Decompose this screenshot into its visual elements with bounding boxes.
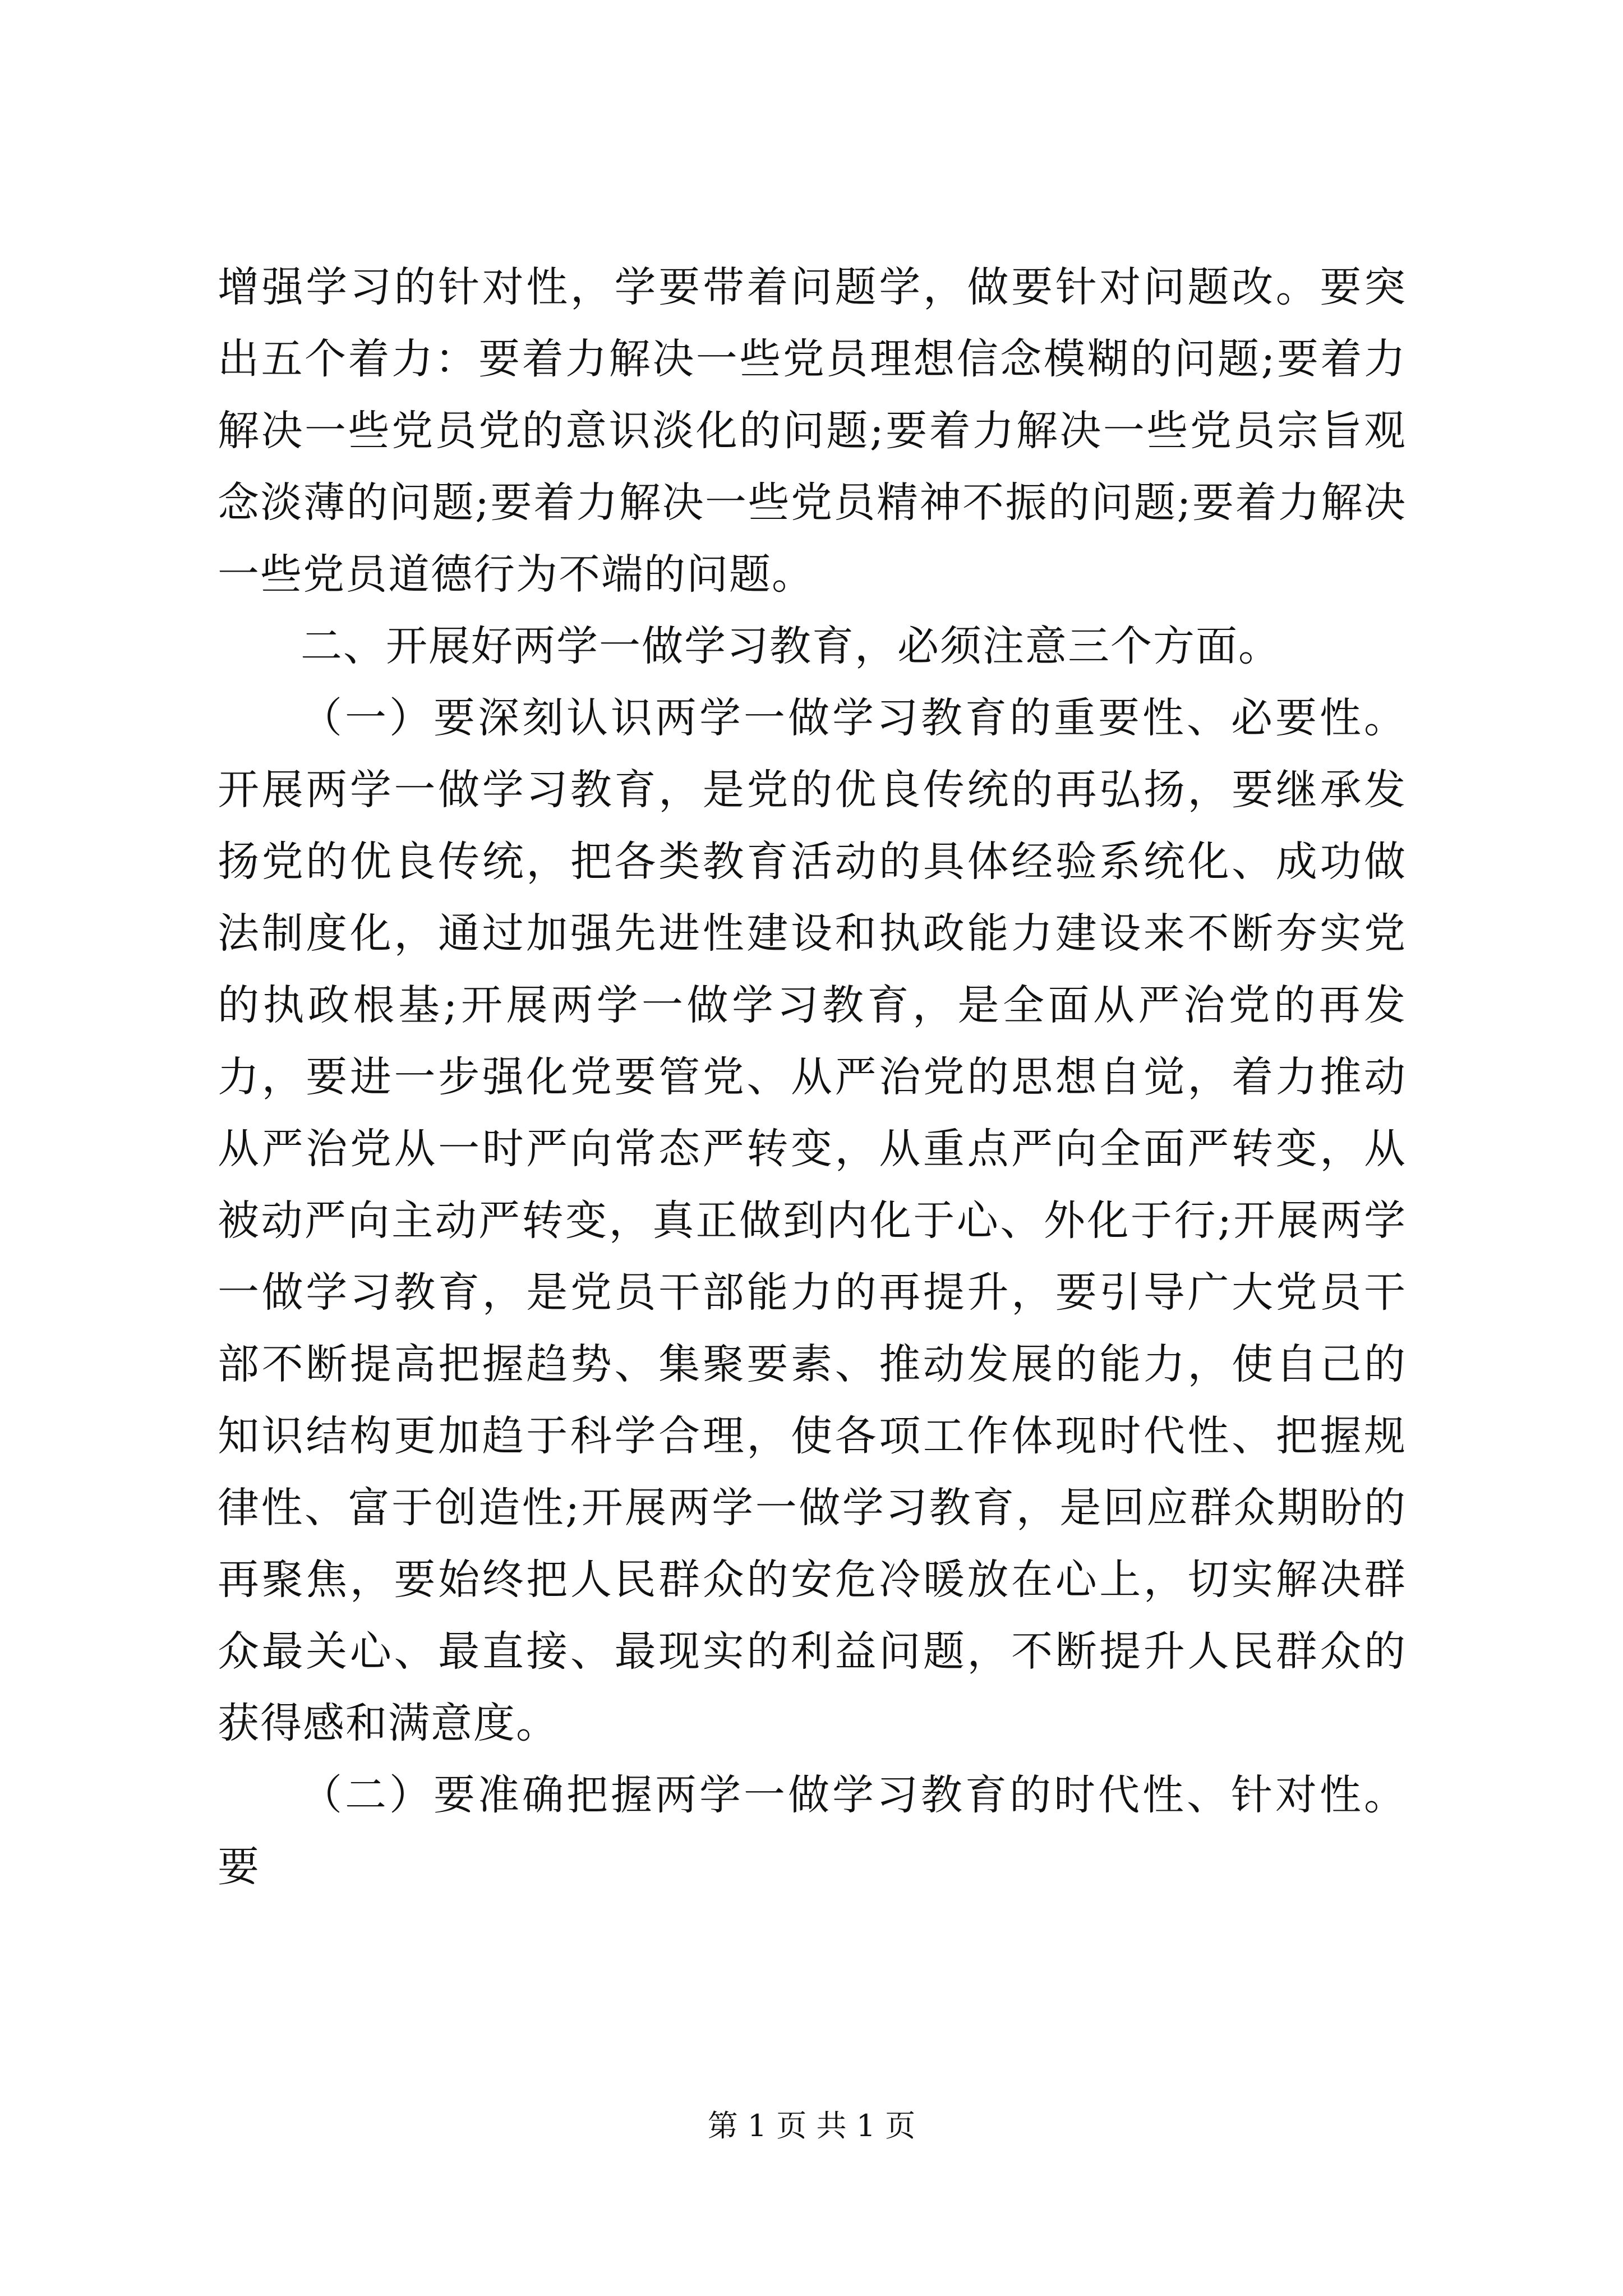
section-heading-two: 二、开展好两学一做学习教育，必须注意三个方面。: [301, 622, 1281, 670]
paragraph-point-one: （一）要深刻认识两学一做学习教育的重要性、必要性。开展两学一做学习教育，是党的优良传统的再弘扬，要继承发扬党的优良传统，把各类教育活动的具体经验系统化、成功做法制度化，通过加强先进性建设和执政能力建设来不断夯实党的执政根基;开展两学一做学习教育，是全面从严治党的再发力，要进一步强化党要管党、从严治党的思想自觉，着力推动从严治党从一时严向常态严转变，从重点严向全面严转变，从被动严向主动严转变，真正做到内化于心、外化于行;开展两学一做学习教育，是党员干部能力的再提升，要引导广大党员干部不断提高把握趋势、集聚要素、推动发展的能力，使自己的知识结构更加趋于科学合理，使各项工作体现时代性、把握规律性、富于创造性;开展两学一做学习教育，是回应群众期盼的再聚焦，要始终把人民群众的安危冷暖放在心上，切实解决群众最关心、最直接、最现实的利益问题，不断提升人民群众的获得感和满意度。: [218, 694, 1407, 1747]
paragraph-point-two: （二）要准确把握两学一做学习教育的时代性、针对性。要: [218, 1771, 1407, 1891]
document-body: [218, 251, 1407, 1903]
paragraph-continuation: 增强学习的针对性，学要带着问题学，做要针对问题改。要突出五个着力：要着力解决一些党员理想信念模糊的问题;要着力解决一些党员党的意识淡化的问题;要着力解决一些党员宗旨观念淡薄的问题;要着力解决一些党员精神不振的问题;要着力解决一些党员道德行为不端的问题。: [218, 263, 1407, 599]
page-number-footer: 第 1 页 共 1 页: [707, 2108, 916, 2143]
